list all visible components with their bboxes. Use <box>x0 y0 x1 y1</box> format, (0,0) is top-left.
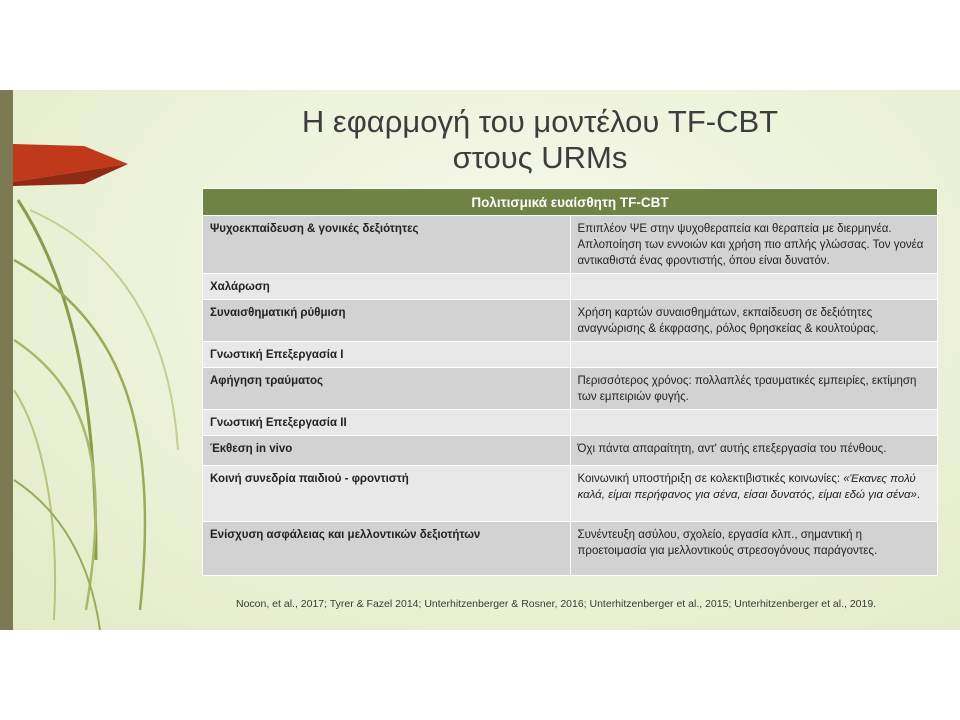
row-component: Έκθεση in vivo <box>203 436 571 466</box>
table-header: Πολιτισμικά ευαίσθητη TF-CBT <box>203 189 938 216</box>
row-component: Γνωστική Επεξεργασία II <box>203 410 571 436</box>
grass-stroke-4 <box>14 390 55 620</box>
row-adaptation: Όχι πάντα απαραίτητη, αντ' αυτής επεξεργασία του πένθους. <box>570 436 938 466</box>
slide-title <box>180 104 900 176</box>
table-row <box>203 522 938 576</box>
row-adaptation: Συνέντευξη ασύλου, σχολείο, εργασία κλπ., σημαντική η προετοιμασία για μελλοντικούς στρεσογόνους παράγοντες. <box>570 522 938 576</box>
title-line-1: Η εφαρμογή του μοντέλου TF-CBT <box>301 104 779 139</box>
adaptation-quote: «Έκανες πολύ καλά, είμαι περήφανος για σένα, είσαι δυνατός, είμαι εδώ για σένα» <box>577 473 917 501</box>
row-component: Γνωστική Επεξεργασία I <box>203 342 571 368</box>
row-adaptation: Επιπλέον ΨΕ στην ψυχοθεραπεία και θεραπεία με διερμηνέα. Απλοποίηση των εννοιών και χρήση πιο απλής γλώσσας. Τον γονέα αντικαθιστά ένας φροντιστής, όπου είναι δυνατόν. <box>570 216 938 274</box>
decorative-leaves <box>0 90 200 630</box>
table-row <box>203 466 938 522</box>
table-row <box>203 410 938 436</box>
table-row <box>203 436 938 466</box>
row-adaptation <box>570 342 938 368</box>
title-line-2: στους URMs <box>452 140 628 175</box>
grass-stroke-5 <box>30 210 178 450</box>
row-adaptation: Περισσότερος χρόνος: πολλαπλές τραυματικές εμπειρίες, εκτίμηση των εμπειριών φυγής. <box>570 368 938 410</box>
row-component: Ψυχοεκπαίδευση & γονικές δεξιότητες <box>203 216 571 274</box>
table-row <box>203 342 938 368</box>
row-component: Χαλάρωση <box>203 274 571 300</box>
adaptation-plain: Κοινωνική υποστήριξη σε κολεκτιβιστικές κοινωνίες: <box>577 473 844 485</box>
table-row <box>203 300 938 342</box>
adaptation-end: . <box>916 489 921 501</box>
row-adaptation <box>570 466 938 522</box>
row-adaptation <box>570 410 938 436</box>
table-row <box>203 274 938 300</box>
tf-cbt-table <box>202 188 938 576</box>
row-component: Κοινή συνεδρία παιδιού - φροντιστή <box>203 466 571 522</box>
row-component: Ενίσχυση ασφάλειας και μελλοντικών δεξιοτήτων <box>203 522 571 576</box>
row-component: Συναισθηματική ρύθμιση <box>203 300 571 342</box>
table-row <box>203 368 938 410</box>
citation-text: Nocon, et al., 2017; Tyrer & Fazel 2014; Unterhitzenberger & Rosner, 2016; Unterhitzenberger et al., 2015; Unterhitzenberger et al., 2019. <box>236 598 877 610</box>
row-adaptation <box>570 274 938 300</box>
slide <box>0 90 960 630</box>
row-adaptation: Χρήση καρτών συναισθημάτων, εκπαίδευση σε δεξιότητες αναγνώρισης & έκφρασης, ρόλος θρησκείας & κουλτούρας. <box>570 300 938 342</box>
row-component: Αφήγηση τραύματος <box>203 368 571 410</box>
table-row <box>203 216 938 274</box>
